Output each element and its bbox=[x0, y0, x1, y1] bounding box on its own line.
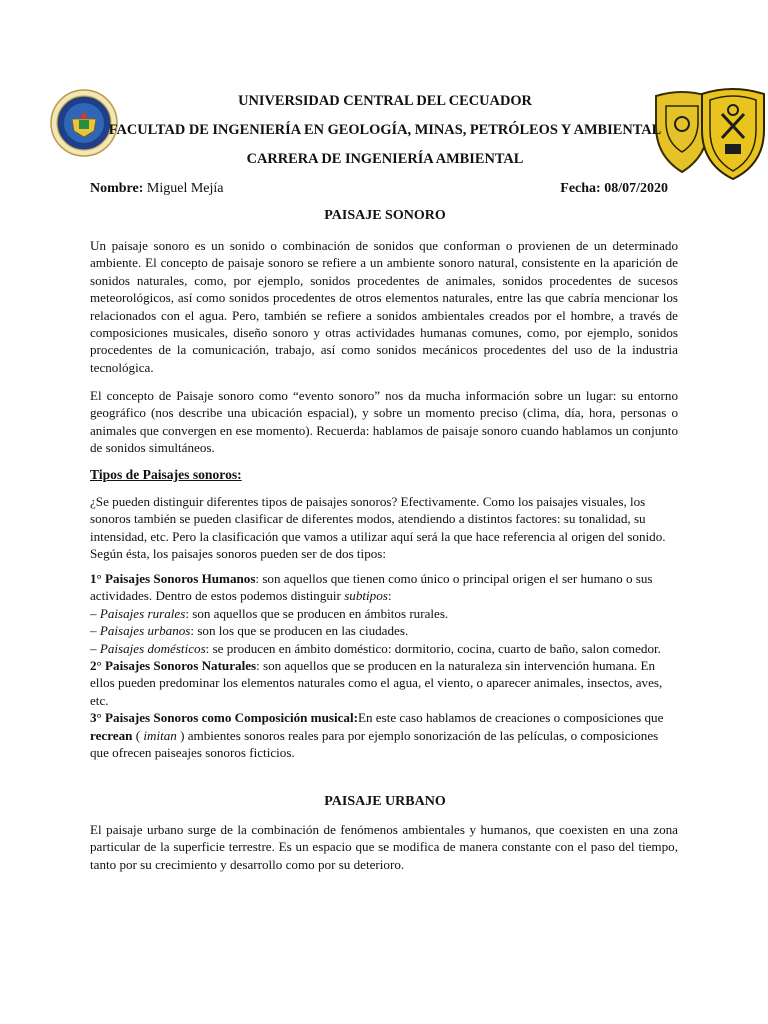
paragraph-text: El concepto de Paisaje sonoro como “evento sonoro” nos da mucha información sobre un lugar: su entorno geográfico (nos describe una ubicación espacial), y sobre un momento preciso (clima, día, hora, personas o animales que convergen en ese momento). Recuerda: hablamos de paisaje sonoro cuando hablamos un conjunto de sonidos simultáneos. bbox=[90, 388, 678, 456]
name-value: Miguel Mejía bbox=[143, 181, 224, 196]
type-2-heading: 2° Paisajes Sonoros Naturales bbox=[90, 658, 257, 674]
subtype-1-text: : son aquellos que se producen en ámbitos rurales. bbox=[185, 605, 449, 621]
subtype-2-label: Paisajes urbanos bbox=[99, 623, 191, 639]
paragraph-definition bbox=[90, 237, 678, 376]
career-name: CARRERA DE INGENIERÍA AMBIENTAL bbox=[246, 151, 524, 167]
types-intro-paragraph bbox=[90, 493, 678, 563]
paragraph-concept bbox=[90, 387, 678, 457]
list-item bbox=[90, 709, 678, 761]
paragraph-text: ¿Se pueden distinguir diferentes tipos de paisajes sonoros? Efectivamente. Como los paisajes visuales, los sonoros también se pueden clasificar de diferentes modos, atendiendo a distintos factores: su tonalidad, su intensidad, etc. Pero la clasificación que vamos a utilizar aquí será la que hace referencia al origen del sonido. Según ésta, los paisajes sonoros pueden ser de dos tipos: bbox=[90, 494, 666, 562]
paragraph-text: El paisaje urbano surge de la combinación de fenómenos ambientales y humanos, que coexisten en una zona particular de la superficie terrestre. Es un espacio que se modifica de manera constante con el paso del tiempo, tanto por su crecimiento y desarrollo como por su deterioro. bbox=[90, 822, 678, 872]
type-3-text: En este caso hablamos de creaciones o composiciones que bbox=[357, 710, 664, 726]
subtype-dash: – bbox=[90, 605, 100, 621]
type-1-heading: 1° Paisajes Sonoros Humanos bbox=[90, 571, 256, 586]
subtype-2-text: : son los que se producen en las ciudades. bbox=[190, 623, 409, 639]
faculty-name: FACULTAD DE INGENIERÍA EN GEOLOGÍA, MINAS, PETRÓLEOS Y AMBIENTAL bbox=[108, 122, 662, 138]
type-3-paren: ( bbox=[132, 727, 144, 743]
list-item bbox=[90, 640, 678, 657]
subtype-3-label: Paisajes domésticos bbox=[99, 640, 206, 656]
list-item bbox=[90, 570, 678, 605]
list-item bbox=[90, 605, 678, 622]
student-name-line bbox=[90, 181, 224, 197]
types-subtitle bbox=[90, 466, 678, 483]
subtype-dash: – bbox=[90, 640, 100, 656]
date-line: Fecha: 08/07/2020 bbox=[560, 181, 668, 196]
subtitle-text: Tipos de Paisajes sonoros: bbox=[90, 467, 242, 482]
section-title-paisaje-sonoro: PAISAJE SONORO bbox=[324, 208, 446, 223]
type-3-text-end: ) ambientes sonoros reales para por ejemplo sonorización de las películas, o composiciones que ofrecen paiseajes sonoros ficticios. bbox=[90, 727, 659, 761]
university-name: UNIVERSIDAD CENTRAL DEL CECUADOR bbox=[238, 93, 532, 109]
type-1-end: : bbox=[387, 588, 392, 604]
type-3-italic: imitan bbox=[143, 727, 177, 743]
list-item bbox=[90, 657, 678, 709]
type-1-text: : son aquellos que tienen como único o principal origen el ser humano o sus actividades. Dentro de estos podemos distinguir bbox=[90, 571, 653, 604]
name-label: Nombre: bbox=[90, 181, 144, 196]
type-1-italic: subtipos bbox=[344, 588, 388, 604]
types-list bbox=[90, 570, 678, 761]
section-title-paisaje-urbano: PAISAJE URBANO bbox=[324, 794, 446, 809]
subtype-dash: – bbox=[90, 623, 100, 639]
type-3-heading: 3° Paisajes Sonoros como Composición musical: bbox=[90, 710, 358, 726]
paragraph-urban bbox=[90, 821, 678, 873]
paragraph-text: Un paisaje sonoro es un sonido o combinación de sonidos que conforman o provienen de un determinado ambiente. El concepto de paisaje sonoro se refiere a un ambiente sonoro natural, consistente en la aparición de sonidos naturales, como, por ejemplo, sonidos procedentes de animales, sonidos procedentes de sucesos meteorológicos, así como sonidos procedentes de otros elementos naturales, entre las que cabría mencionar los relacionados con el agua. Pero, también se refiere a sonidos ambientales creados por el hombre, a través de composiciones musicales, diseño sonoro y otras actividades humanas comunes, como, por ejemplo, sonidos procedentes de la comunicación, trabajo, así como sonidos mecánicos procedentes del uso de la industria tecnológica. bbox=[90, 238, 678, 375]
list-item bbox=[90, 622, 678, 639]
type-3-bold-word: recrean bbox=[90, 727, 133, 743]
subtype-1-label: Paisajes rurales bbox=[99, 605, 186, 621]
type-2-text: : son aquellos que se producen en la naturaleza sin intervención humana. En ellos pueden predominar los elementos naturales como el agua, el viento, o aparecer animales, insectos, aves, etc. bbox=[90, 658, 663, 708]
subtype-3-text: : se producen en ámbito doméstico: dormitorio, cocina, cuarto de baño, salon comedor. bbox=[205, 640, 661, 656]
